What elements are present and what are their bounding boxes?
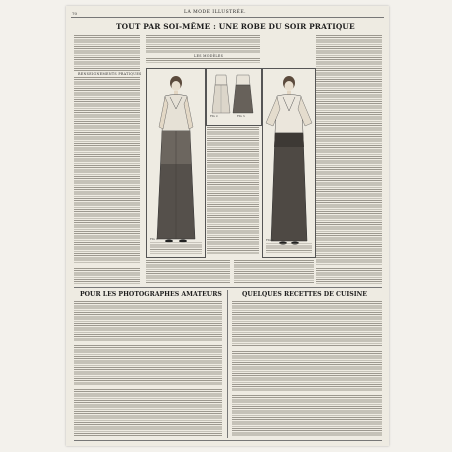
page-number: 70 xyxy=(72,11,78,16)
figure-2-label: FIG. 2. xyxy=(210,115,219,118)
text-column-right-end xyxy=(316,268,382,284)
section-title-recipes: QUELQUES RECETTES DE CUISINE xyxy=(242,291,367,298)
text-column-right xyxy=(316,35,382,265)
subhead-renseignements: RENSEIGNEMENTS PRATIQUES xyxy=(78,72,142,76)
text-center-modeles xyxy=(146,58,260,63)
figure-3-label: FIG. 3. xyxy=(237,115,246,118)
figure-4-label: FIG. 4. xyxy=(266,239,275,242)
article-title: TOUT PAR SOI-MÊME : UNE ROBE DU SOIR PRATIQUE xyxy=(116,22,355,31)
text-below-figures-right xyxy=(234,260,314,284)
text-column-left-intro xyxy=(74,35,140,71)
figure-2-3-frame xyxy=(206,68,262,126)
section-divider xyxy=(74,287,382,288)
section-title-photographers: POUR LES PHOTOGRAPHES AMATEURS xyxy=(80,291,222,298)
subhead-modeles: LES MODÈLES xyxy=(194,54,224,58)
column-divider xyxy=(227,290,228,438)
text-below-figures-left xyxy=(146,260,230,284)
figure-1-caption xyxy=(150,242,202,254)
figure-1-label: FIG. 1. xyxy=(150,238,159,241)
figure-4-dress-illustration xyxy=(263,69,315,257)
recipe-text-3 xyxy=(232,395,382,437)
footer-rule xyxy=(74,440,382,441)
photo-text-2 xyxy=(74,345,222,385)
text-column-left xyxy=(74,77,140,264)
figure-4-frame xyxy=(262,68,316,258)
text-column-left-end xyxy=(74,268,140,284)
magazine-page xyxy=(66,6,389,446)
text-center-mid xyxy=(207,127,259,254)
figure-1-frame xyxy=(146,68,206,258)
photo-text-3 xyxy=(74,389,222,437)
recipe-text-2 xyxy=(232,351,382,391)
figure-1-dress-illustration xyxy=(147,69,205,257)
figure-4-caption xyxy=(266,243,312,254)
masthead: LA MODE ILLUSTRÉE. xyxy=(184,10,247,15)
text-center-intro xyxy=(146,35,260,53)
photo-text-1 xyxy=(74,301,222,341)
recipe-text-1 xyxy=(232,301,382,347)
header-rule xyxy=(71,17,384,18)
